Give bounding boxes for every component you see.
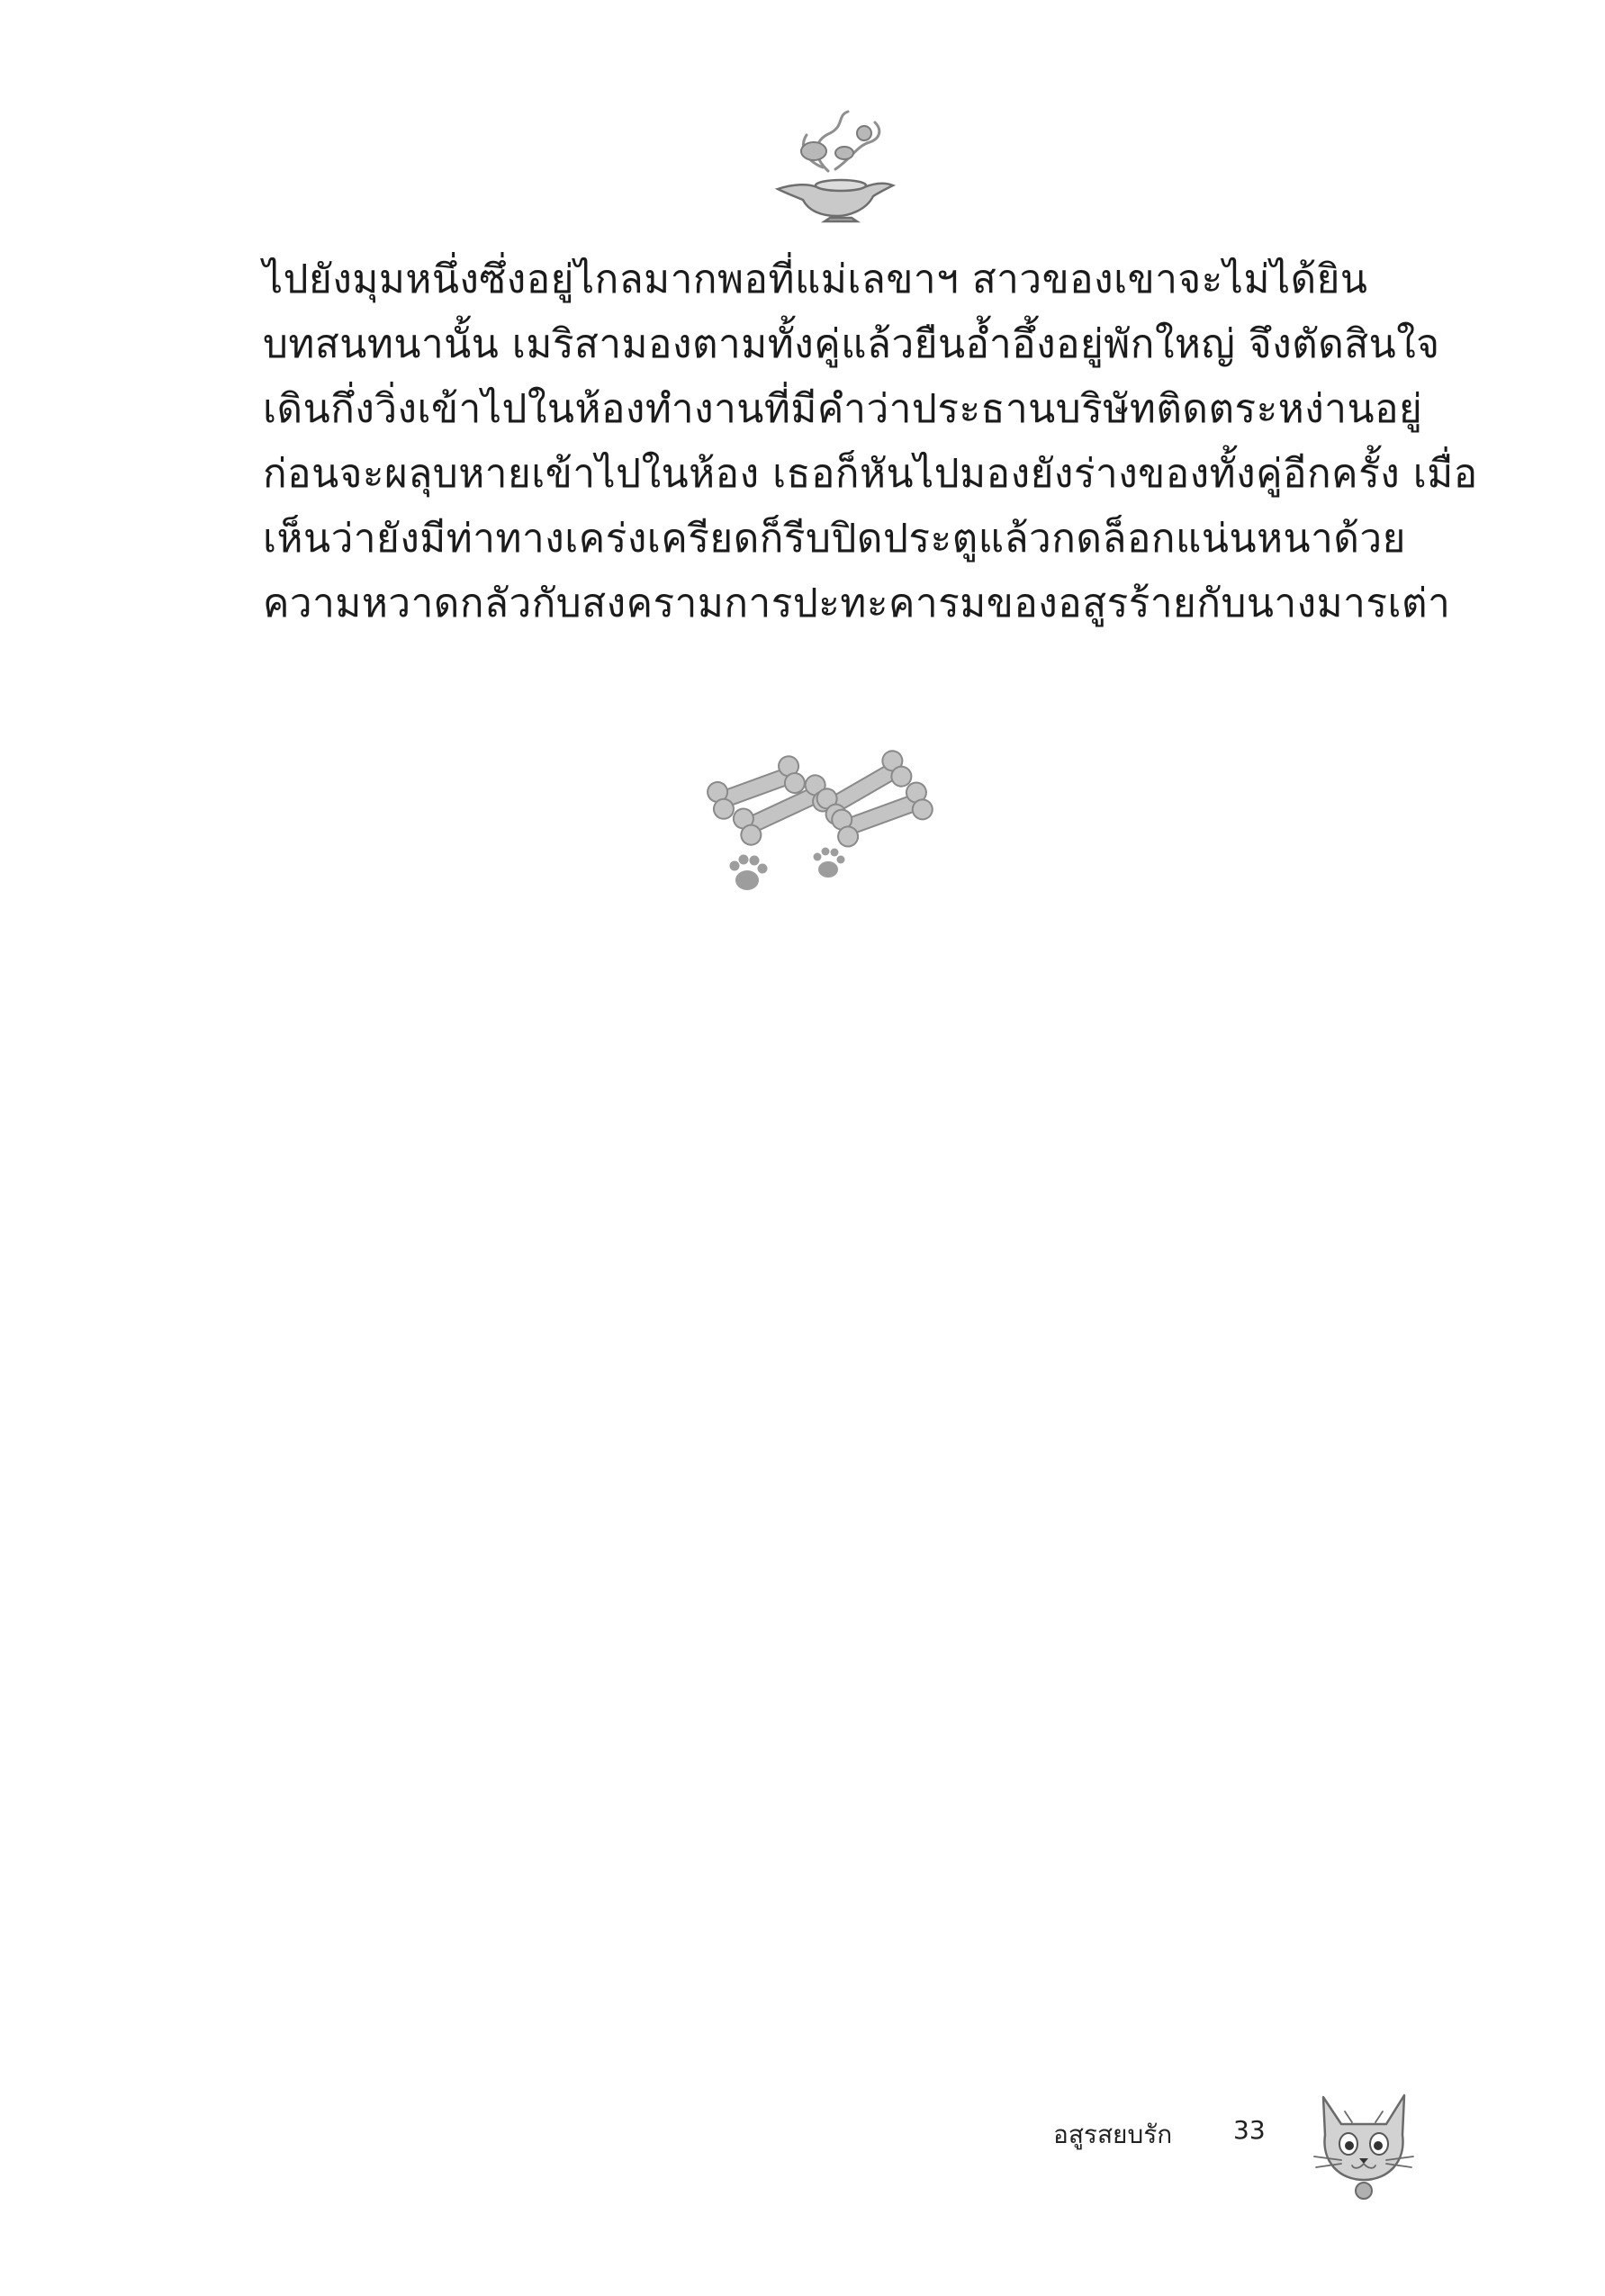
body-line: ก่อนจะผลุบหายเข้าไปในห้อง เธอก็หันไปมองยังร่างของทั้งคู่อีกครั้ง เมื่อ bbox=[263, 451, 1478, 497]
body-line: เห็นว่ายังมีท่าทางเคร่งเครียดก็รีบปิดประตูแล้วกดล็อกแน่นหนาด้วย bbox=[263, 516, 1406, 562]
page-footer bbox=[1053, 2079, 1467, 2205]
teapot-genie-icon bbox=[758, 106, 902, 223]
running-book-title: อสูรสยบรัก bbox=[1053, 2120, 1173, 2149]
bones-and-paws-icon bbox=[693, 747, 963, 909]
body-line: ไปยังมุมหนึ่งซึ่งอยู่ไกลมากพอที่แม่เลขาฯ สาวของเขาจะไม่ได้ยิน bbox=[263, 257, 1368, 302]
body-line: เดินกึ่งวิ่งเข้าไปในห้องทำงานที่มีคำว่าประธานบริษัทติดตระหง่านอยู่ bbox=[263, 386, 1423, 432]
body-paragraph bbox=[263, 248, 1478, 636]
cat-icon bbox=[1305, 2079, 1422, 2205]
page-number: 33 bbox=[1233, 2115, 1266, 2145]
body-line: ความหวาดกลัวกับสงครามการปะทะคารมของอสูรร้ายกับนางมารเต่า bbox=[263, 581, 1451, 626]
body-line: บทสนทนานั้น เมริสามองตามทั้งคู่แล้วยืนอ้ำอึ้งอยู่พักใหญ่ จึงตัดสินใจ bbox=[263, 321, 1440, 367]
